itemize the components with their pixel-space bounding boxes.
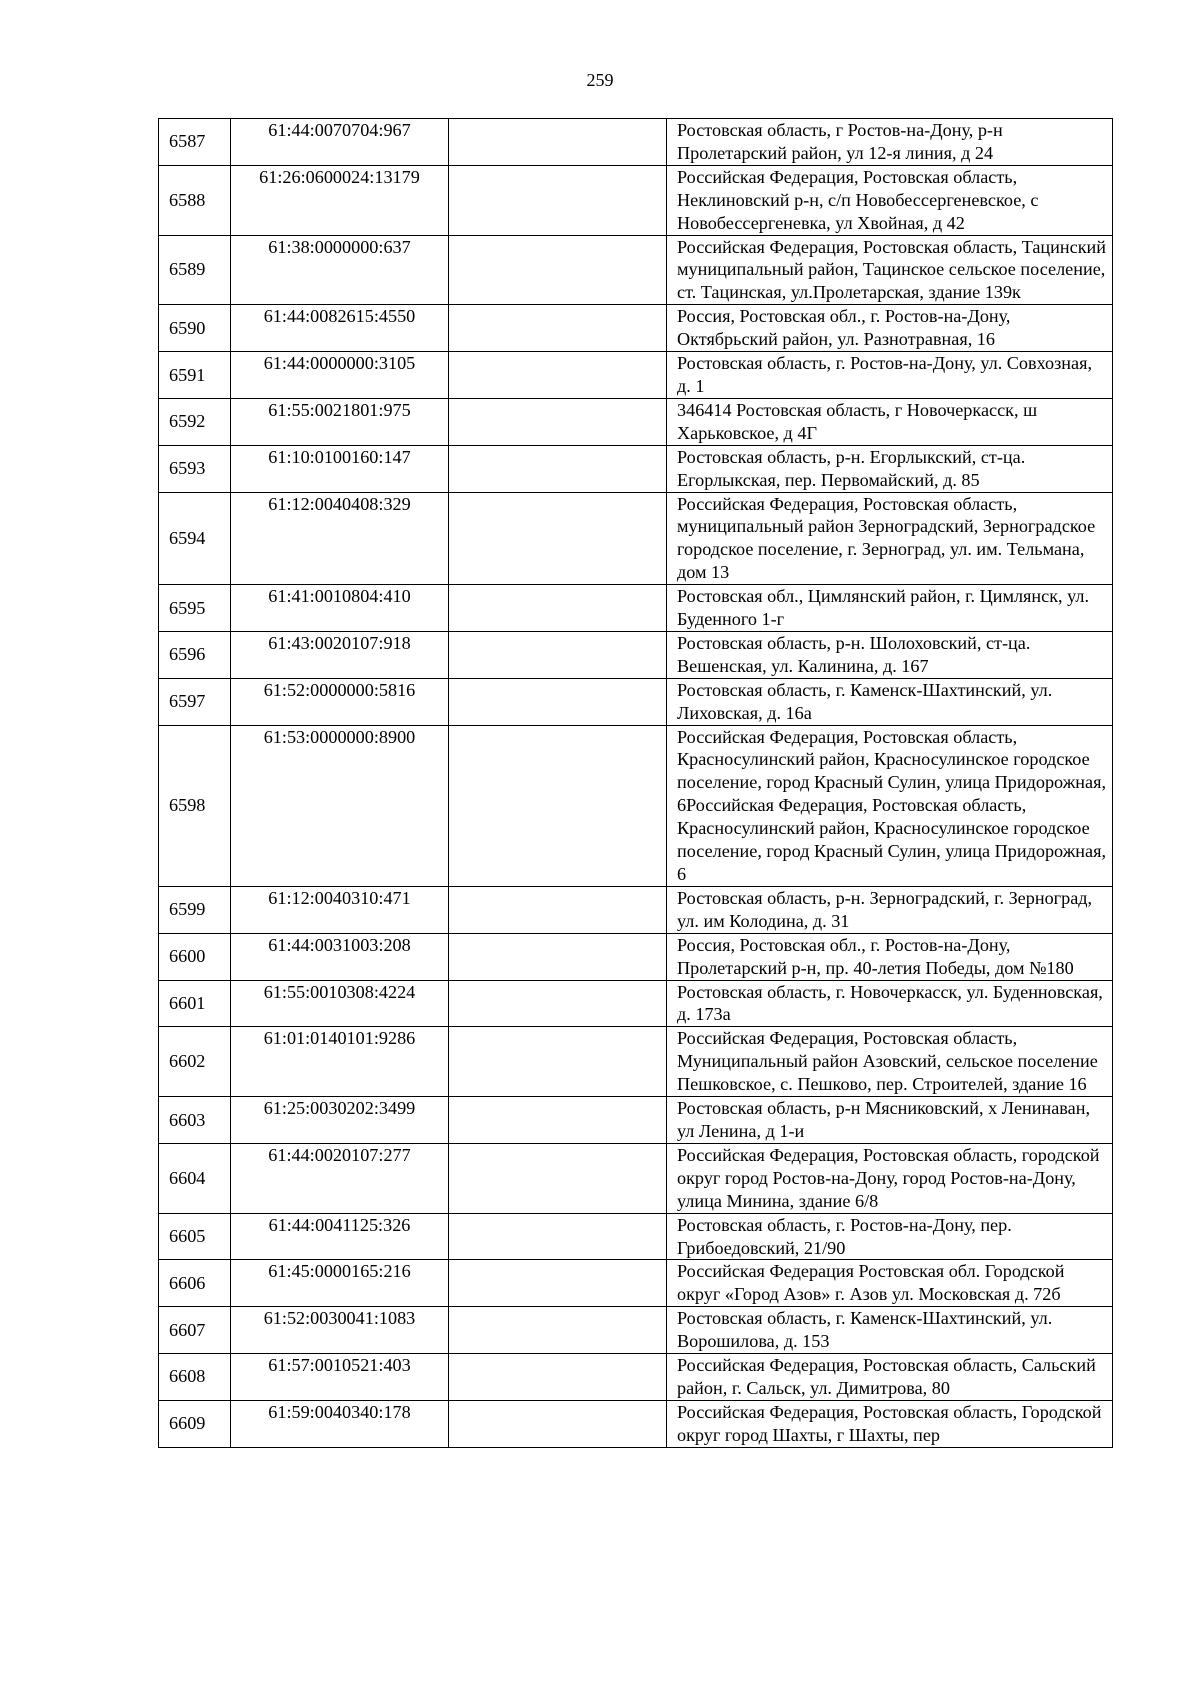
row-number-cell: 6606: [159, 1260, 231, 1307]
row-number-cell: 6599: [159, 886, 231, 933]
cadastral-number-cell: 61:41:0010804:410: [231, 585, 449, 632]
table-row: [159, 1143, 1113, 1213]
table-row: [159, 678, 1113, 725]
table-row: [159, 119, 1113, 166]
row-number-cell: 6609: [159, 1400, 231, 1447]
address-cell: Ростовская обл., Цимлянский район, г. Цимлянск, ул. Буденного 1-г: [667, 585, 1113, 632]
cadastral-number-cell: 61:57:0010521:403: [231, 1354, 449, 1401]
empty-cell: [449, 886, 667, 933]
empty-cell: [449, 492, 667, 585]
cadastral-number-cell: 61:44:0031003:208: [231, 933, 449, 980]
table-row: [159, 1260, 1113, 1307]
empty-cell: [449, 585, 667, 632]
empty-cell: [449, 631, 667, 678]
address-cell: Российская Федерация, Ростовская область, Городской округ город Шахты, г Шахты, пер: [667, 1400, 1113, 1447]
row-number-cell: 6598: [159, 725, 231, 886]
empty-cell: [449, 398, 667, 445]
address-cell: Ростовская область, г. Новочеркасск, ул. Буденновская, д. 173а: [667, 980, 1113, 1027]
table-row: [159, 1307, 1113, 1354]
cadastral-number-cell: 61:55:0010308:4224: [231, 980, 449, 1027]
cadastral-number-cell: 61:44:0000000:3105: [231, 352, 449, 399]
table-row: [159, 1400, 1113, 1447]
address-cell: Ростовская область, р-н. Шолоховский, ст-ца. Вешенская, ул. Калинина, д. 167: [667, 631, 1113, 678]
table-row: [159, 165, 1113, 235]
table-row: [159, 445, 1113, 492]
row-number-cell: 6602: [159, 1027, 231, 1097]
table-row: [159, 1027, 1113, 1097]
empty-cell: [449, 933, 667, 980]
cadastral-number-cell: 61:38:0000000:637: [231, 235, 449, 305]
cadastral-number-cell: 61:52:0000000:5816: [231, 678, 449, 725]
row-number-cell: 6590: [159, 305, 231, 352]
empty-cell: [449, 165, 667, 235]
table-row: [159, 585, 1113, 632]
table-row: [159, 352, 1113, 399]
table-row: [159, 235, 1113, 305]
row-number-cell: 6591: [159, 352, 231, 399]
address-cell: Российская Федерация, Ростовская область, Сальский район, г. Сальск, ул. Димитрова, 80: [667, 1354, 1113, 1401]
empty-cell: [449, 1307, 667, 1354]
table-row: [159, 886, 1113, 933]
row-number-cell: 6589: [159, 235, 231, 305]
cadastral-number-cell: 61:26:0600024:13179: [231, 165, 449, 235]
address-cell: Российская Федерация, Ростовская область, Тацинский муниципальный район, Тацинское сельское поселение, ст. Тацинская, ул.Пролетарская, здание 139к: [667, 235, 1113, 305]
cadastral-number-cell: 61:59:0040340:178: [231, 1400, 449, 1447]
row-number-cell: 6596: [159, 631, 231, 678]
row-number-cell: 6594: [159, 492, 231, 585]
address-cell: Российская Федерация, Ростовская область, Муниципальный район Азовский, сельское поселение Пешковское, с. Пешково, пер. Строителей, здание 16: [667, 1027, 1113, 1097]
empty-cell: [449, 980, 667, 1027]
empty-cell: [449, 1027, 667, 1097]
row-number-cell: 6601: [159, 980, 231, 1027]
row-number-cell: 6608: [159, 1354, 231, 1401]
table-row: [159, 980, 1113, 1027]
address-cell: Российская Федерация, Ростовская область, городской округ город Ростов-на-Дону, город Ростов-на-Дону, улица Минина, здание 6/8: [667, 1143, 1113, 1213]
address-cell: Ростовская область, г Ростов-на-Дону, р-н Пролетарский район, ул 12-я линия, д 24: [667, 119, 1113, 166]
cadastral-number-cell: 61:01:0140101:9286: [231, 1027, 449, 1097]
address-cell: Российская Федерация Ростовская обл. Городской округ «Город Азов» г. Азов ул. Московская д. 72б: [667, 1260, 1113, 1307]
row-number-cell: 6605: [159, 1213, 231, 1260]
table-row: [159, 398, 1113, 445]
registry-table-body: [159, 119, 1113, 1448]
empty-cell: [449, 305, 667, 352]
row-number-cell: 6597: [159, 678, 231, 725]
address-cell: Ростовская область, г. Ростов-на-Дону, ул. Совхозная, д. 1: [667, 352, 1113, 399]
page-number: 259: [586, 70, 614, 90]
empty-cell: [449, 352, 667, 399]
address-cell: Ростовская область, г. Ростов-на-Дону, пер. Грибоедовский, 21/90: [667, 1213, 1113, 1260]
empty-cell: [449, 1400, 667, 1447]
cadastral-number-cell: 61:12:0040408:329: [231, 492, 449, 585]
empty-cell: [449, 725, 667, 886]
table-row: [159, 492, 1113, 585]
cadastral-number-cell: 61:55:0021801:975: [231, 398, 449, 445]
empty-cell: [449, 1097, 667, 1144]
cadastral-number-cell: 61:10:0100160:147: [231, 445, 449, 492]
empty-cell: [449, 119, 667, 166]
table-row: [159, 1213, 1113, 1260]
row-number-cell: 6588: [159, 165, 231, 235]
cadastral-number-cell: 61:44:0070704:967: [231, 119, 449, 166]
cadastral-number-cell: 61:44:0020107:277: [231, 1143, 449, 1213]
row-number-cell: 6595: [159, 585, 231, 632]
address-cell: Ростовская область, г. Каменск-Шахтинский, ул. Лиховская, д. 16а: [667, 678, 1113, 725]
cadastral-number-cell: 61:25:0030202:3499: [231, 1097, 449, 1144]
empty-cell: [449, 1143, 667, 1213]
table-row: [159, 305, 1113, 352]
row-number-cell: 6603: [159, 1097, 231, 1144]
address-cell: Россия, Ростовская обл., г. Ростов-на-Дону, Пролетарский р-н, пр. 40-летия Победы, дом №180: [667, 933, 1113, 980]
cadastral-number-cell: 61:12:0040310:471: [231, 886, 449, 933]
cadastral-number-cell: 61:44:0082615:4550: [231, 305, 449, 352]
table-row: [159, 1354, 1113, 1401]
cadastral-number-cell: 61:52:0030041:1083: [231, 1307, 449, 1354]
row-number-cell: 6604: [159, 1143, 231, 1213]
row-number-cell: 6600: [159, 933, 231, 980]
empty-cell: [449, 235, 667, 305]
row-number-cell: 6592: [159, 398, 231, 445]
cadastral-number-cell: 61:45:0000165:216: [231, 1260, 449, 1307]
address-cell: Российская Федерация, Ростовская область, Красносулинский район, Красносулинское городское поселение, город Красный Сулин, улица Придорожная, 6Российская Федерация, Ростовская область, Красносулинский район, Красносулинское городское поселение, город Красный Сулин, улица Придорожная, 6: [667, 725, 1113, 886]
table-row: [159, 631, 1113, 678]
address-cell: 346414 Ростовская область, г Новочеркасск, ш Харьковское, д 4Г: [667, 398, 1113, 445]
cadastral-number-cell: 61:44:0041125:326: [231, 1213, 449, 1260]
address-cell: Российская Федерация, Ростовская область, муниципальный район Зерноградский, Зерноградское городское поселение, г. Зерноград, ул. им. Тельмана, дом 13: [667, 492, 1113, 585]
empty-cell: [449, 1354, 667, 1401]
row-number-cell: 6593: [159, 445, 231, 492]
address-cell: Ростовская область, р-н. Зерноградский, г. Зерноград, ул. им Колодина, д. 31: [667, 886, 1113, 933]
address-cell: Россия, Ростовская обл., г. Ростов-на-Дону, Октябрьский район, ул. Разнотравная, 16: [667, 305, 1113, 352]
empty-cell: [449, 445, 667, 492]
address-cell: Российская Федерация, Ростовская область, Неклиновский р-н, с/п Новобессергеневское, с Новобессергеневка, ул Хвойная, д 42: [667, 165, 1113, 235]
address-cell: Ростовская область, р-н Мясниковский, х Ленинаван, ул Ленина, д 1-и: [667, 1097, 1113, 1144]
row-number-cell: 6587: [159, 119, 231, 166]
property-registry-table: [158, 118, 1113, 1448]
address-cell: Ростовская область, г. Каменск-Шахтинский, ул. Ворошилова, д. 153: [667, 1307, 1113, 1354]
table-row: [159, 1097, 1113, 1144]
address-cell: Ростовская область, р-н. Егорлыкский, ст-ца. Егорлыкская, пер. Первомайский, д. 85: [667, 445, 1113, 492]
empty-cell: [449, 1260, 667, 1307]
empty-cell: [449, 678, 667, 725]
row-number-cell: 6607: [159, 1307, 231, 1354]
table-row: [159, 725, 1113, 886]
empty-cell: [449, 1213, 667, 1260]
cadastral-number-cell: 61:53:0000000:8900: [231, 725, 449, 886]
cadastral-number-cell: 61:43:0020107:918: [231, 631, 449, 678]
table-row: [159, 933, 1113, 980]
